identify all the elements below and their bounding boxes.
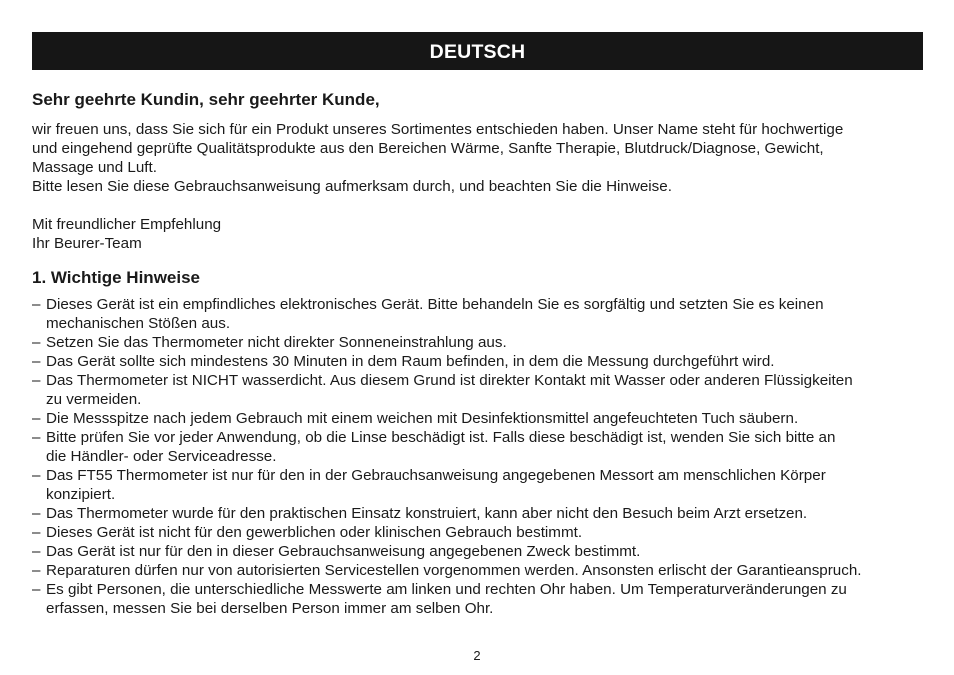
list-item-text: Das Gerät ist nur für den in dieser Gebrauchsanweisung angegebenen Zweck bestimmt. bbox=[46, 543, 641, 560]
language-title: DEUTSCH bbox=[429, 40, 526, 63]
intro-line: und eingehend geprüfte Qualitätsprodukte aus den Bereichen Wärme, Sanfte Therapie, Blutdruck/Diagnose, Gewicht, bbox=[32, 140, 824, 157]
dash-bullet: – bbox=[32, 334, 41, 351]
list-item bbox=[32, 561, 927, 580]
list-item-text-continued: zu vermeiden. bbox=[46, 391, 142, 408]
list-item bbox=[32, 371, 927, 409]
dash-bullet: – bbox=[32, 581, 41, 598]
paragraph-spacer bbox=[32, 196, 927, 215]
document-body bbox=[32, 89, 927, 618]
list-item bbox=[32, 409, 927, 428]
list-item-text-continued: die Händler- oder Serviceadresse. bbox=[46, 448, 277, 465]
dash-bullet: – bbox=[32, 505, 41, 522]
page-number: 2 bbox=[473, 648, 481, 663]
list-item-text-continued: konzipiert. bbox=[46, 486, 116, 503]
dash-bullet: – bbox=[32, 372, 41, 389]
list-item bbox=[32, 466, 927, 504]
intro-line: Massage und Luft. bbox=[32, 159, 157, 176]
list-item-text: Das Gerät sollte sich mindestens 30 Minuten in dem Raum befinden, in dem die Messung durchgeführt wird. bbox=[46, 353, 775, 370]
dash-bullet: – bbox=[32, 296, 41, 313]
list-item-text: Das Thermometer wurde für den praktischen Einsatz konstruiert, kann aber nicht den Besuch beim Arzt ersetzen. bbox=[46, 505, 808, 522]
list-item-text: Das FT55 Thermometer ist nur für den in der Gebrauchsanweisung angegebenen Messort am menschlichen Körper bbox=[46, 467, 826, 484]
list-item bbox=[32, 295, 927, 333]
dash-bullet: – bbox=[32, 353, 41, 370]
closing-line: Ihr Beurer-Team bbox=[32, 235, 142, 252]
dash-bullet: – bbox=[32, 524, 41, 541]
list-item-text: Setzen Sie das Thermometer nicht direkter Sonneneinstrahlung aus. bbox=[46, 334, 507, 351]
dash-bullet: – bbox=[32, 562, 41, 579]
greeting-heading: Sehr geehrte Kundin, sehr geehrter Kunde, bbox=[32, 90, 380, 109]
dash-bullet: – bbox=[32, 429, 41, 446]
list-item bbox=[32, 504, 927, 523]
list-item-text: Die Messspitze nach jedem Gebrauch mit einem weichen mit Desinfektionsmittel angefeuchteten Tuch säubern. bbox=[46, 410, 799, 427]
list-item bbox=[32, 333, 927, 352]
dash-bullet: – bbox=[32, 410, 41, 427]
safety-notes-list bbox=[32, 295, 927, 618]
intro-line: Bitte lesen Sie diese Gebrauchsanweisung aufmerksam durch, und beachten Sie die Hinweise. bbox=[32, 178, 672, 195]
dash-bullet: – bbox=[32, 467, 41, 484]
list-item-text: Es gibt Personen, die unterschiedliche Messwerte am linken und rechten Ohr haben. Um Temperaturveränderungen zu bbox=[46, 581, 847, 598]
list-item bbox=[32, 580, 927, 618]
intro-line: wir freuen uns, dass Sie sich für ein Produkt unseres Sortimentes entschieden haben. Unser Name steht für hochwertige bbox=[32, 121, 844, 138]
list-item bbox=[32, 352, 927, 371]
list-item-text: Reparaturen dürfen nur von autorisierten Servicestellen vorgenommen werden. Ansonsten erlischt der Garantieanspruch. bbox=[46, 562, 862, 579]
list-item bbox=[32, 542, 927, 561]
list-item bbox=[32, 523, 927, 542]
list-item-text: Bitte prüfen Sie vor jeder Anwendung, ob die Linse beschädigt ist. Falls diese beschädigt ist, wenden Sie sich bitte an bbox=[46, 429, 836, 446]
dash-bullet: – bbox=[32, 543, 41, 560]
list-item-text: Dieses Gerät ist nicht für den gewerblichen oder klinischen Gebrauch bestimmt. bbox=[46, 524, 583, 541]
list-item-text-continued: mechanischen Stößen aus. bbox=[46, 315, 231, 332]
language-header-bar bbox=[32, 32, 923, 70]
section-heading: 1. Wichtige Hinweise bbox=[32, 268, 200, 287]
list-item-text-continued: erfassen, messen Sie bei derselben Person immer am selben Ohr. bbox=[46, 600, 494, 617]
list-item-text: Das Thermometer ist NICHT wasserdicht. Aus diesem Grund ist direkter Kontakt mit Wasser oder anderen Flüssigkeiten bbox=[46, 372, 853, 389]
list-item bbox=[32, 428, 927, 466]
closing-line: Mit freundlicher Empfehlung bbox=[32, 216, 222, 233]
list-item-text: Dieses Gerät ist ein empfindliches elektronisches Gerät. Bitte behandeln Sie es sorgfältig und setzten Sie es keinen bbox=[46, 296, 824, 313]
